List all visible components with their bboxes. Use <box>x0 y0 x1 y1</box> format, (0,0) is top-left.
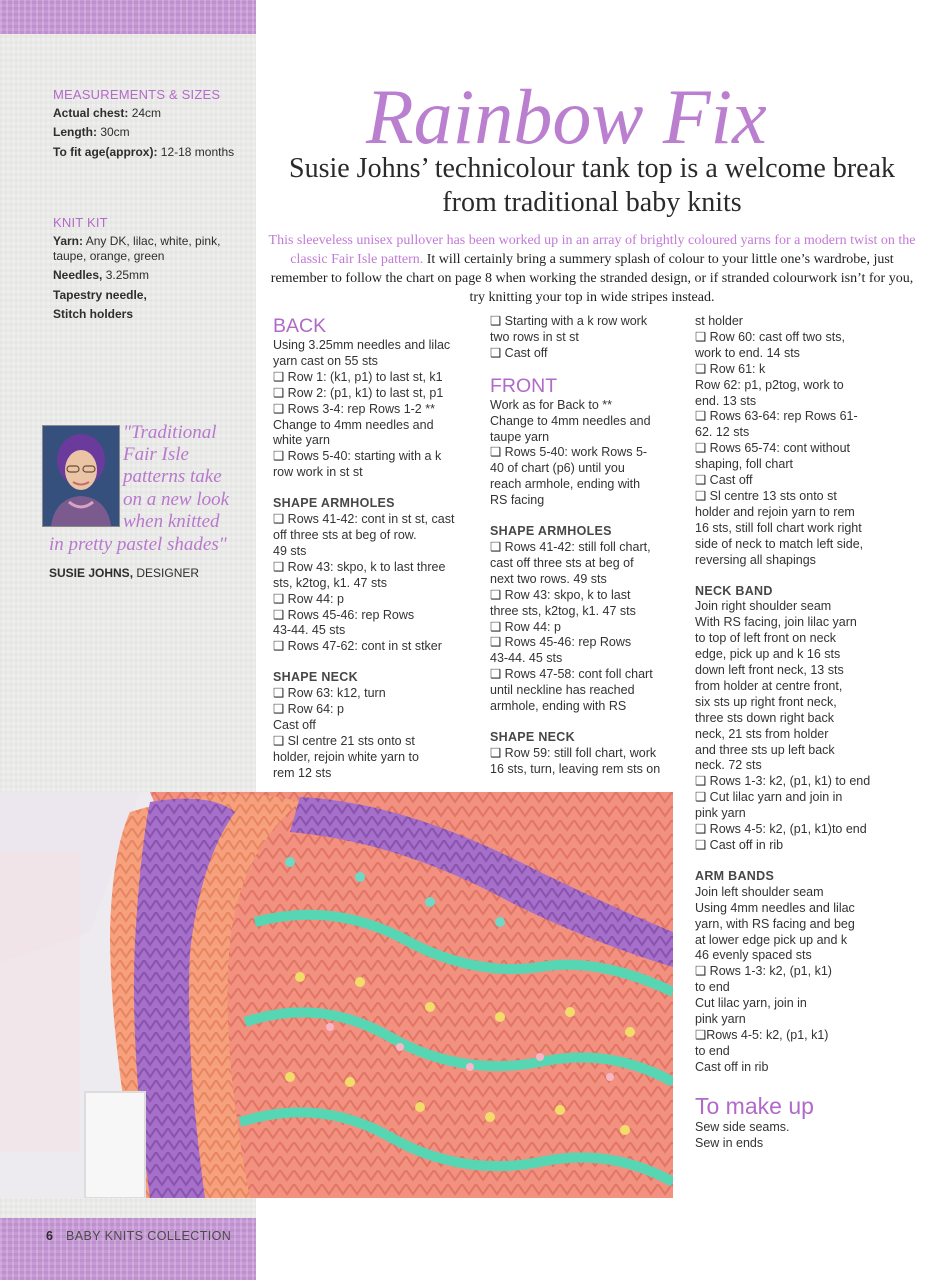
instruction-line: Join right shoulder seam <box>695 599 832 614</box>
instruction-line: ❑ Rows 41-42: still foll chart, <box>490 539 651 554</box>
quote-line-6: in pretty pastel shades" <box>49 534 227 555</box>
instruction-line: ❑ Rows 63-64: rep Rows 61- <box>695 409 858 424</box>
instruction-line: work to end. 14 sts <box>695 345 800 360</box>
instruction-line: ❑ Cast off <box>695 473 753 488</box>
instruction-line: ❑ Row 43: skpo, k to last three <box>273 559 446 574</box>
pattern-column-3 <box>695 314 905 1152</box>
neck-shaping-continued <box>695 314 905 569</box>
instruction-line: Change to 4mm needles and <box>490 413 651 428</box>
instruction-line: ❑ Row 59: still foll chart, work <box>490 745 657 760</box>
instruction-line: end. 13 sts <box>695 393 757 408</box>
instruction-line: RS facing <box>490 493 545 508</box>
instruction-line: three sts, k2tog, k1. 47 sts <box>490 603 636 618</box>
instruction-line: ❑ Sl centre 13 sts onto st <box>695 488 837 503</box>
instruction-line: six sts up right front neck, <box>695 694 837 709</box>
instruction-line: yarn cast on 55 sts <box>273 353 378 368</box>
instruction-line: reversing all shapings <box>695 552 816 567</box>
instruction-line: ❑ Rows 45-46: rep Rows <box>273 607 415 622</box>
instruction-line: ❑ Rows 3-4: rep Rows 1-2 ** <box>273 401 435 416</box>
instruction-line: 40 of chart (p6) until you <box>490 461 625 476</box>
pattern-column-1 <box>273 315 478 782</box>
instruction-line: to end <box>695 980 730 995</box>
instruction-line: ❑ Sl centre 21 sts onto st <box>273 733 415 748</box>
back-armholes-instructions <box>273 512 478 655</box>
front-neck-heading: SHAPE NECK <box>490 729 575 744</box>
pattern-column-2 <box>490 314 685 778</box>
intro-paragraph: This sleeveless unisex pullover has been worked up in an array of brightly coloured yarns for a modern twist on the classic Fair Isle pattern. It will certainly bring a summery splash of colour to your little one’s wardrobe, just remember to follow the chart on page 8 when working the stranded design, or if stranded colourwork isn’t for you, try knitting your top in wide stripes instead. <box>268 233 916 305</box>
instruction-line: to top of left front on neck <box>695 631 837 646</box>
shape-neck-heading: SHAPE NECK <box>273 670 358 685</box>
quote-line-1: "Traditional <box>123 422 217 443</box>
instruction-line: 43-44. 45 sts <box>273 623 346 638</box>
instruction-line: rem 12 sts <box>273 765 332 780</box>
instruction-line: ❑ Row 43: skpo, k to last <box>490 587 631 602</box>
neck-band-heading: NECK BAND <box>695 583 773 598</box>
instruction-line: 62. 12 sts <box>695 425 750 440</box>
instruction-line: Cut lilac yarn, join in <box>695 996 807 1011</box>
back-heading: BACK <box>273 315 327 337</box>
instruction-line: cast off three sts at beg of <box>490 555 634 570</box>
instruction-line: Join left shoulder seam <box>695 884 824 899</box>
stitch-holders: Stitch holders <box>53 307 134 321</box>
instruction-line: yarn, with RS facing and beg <box>695 916 855 931</box>
instruction-line: sts, k2tog, k1. 47 sts <box>273 575 387 590</box>
page-title: Rainbow Fix <box>366 73 767 160</box>
instruction-line: ❑ Rows 47-62: cont in st stker <box>273 639 442 654</box>
instruction-line: ❑Rows 4-5: k2, (p1, k1) <box>695 1027 829 1042</box>
instruction-line: pink yarn <box>695 1012 746 1027</box>
instruction-line: Cast off in rib <box>695 1059 769 1074</box>
instruction-line: ❑ Starting with a k row work <box>490 314 648 328</box>
instruction-line: ❑ Row 1: (k1, p1) to last st, k1 <box>273 369 443 384</box>
instruction-line: 46 evenly spaced sts <box>695 948 812 963</box>
instruction-line: ❑ Rows 5-40: work Rows 5- <box>490 445 648 460</box>
instruction-line: With RS facing, join lilac yarn <box>695 615 857 630</box>
instruction-line: Sew side seams. <box>695 1119 790 1134</box>
instruction-line: ❑ Row 2: (p1, k1) to last st, p1 <box>273 385 444 400</box>
instruction-line: two rows in st st <box>490 329 579 344</box>
chest-measurement: Actual chest: 24cm <box>53 106 162 120</box>
publication-name: BABY KNITS COLLECTION <box>66 1229 232 1243</box>
quote-line-4: on a new look <box>123 489 230 510</box>
instruction-line: ❑ Rows 65-74: cont without <box>695 441 851 456</box>
instruction-line: Row 62: p1, p2tog, work to <box>695 377 844 392</box>
page-number: 6 <box>46 1229 53 1243</box>
arm-bands-heading: ARM BANDS <box>695 868 775 883</box>
neck-band-instructions <box>695 599 905 854</box>
instruction-line: neck. 72 sts <box>695 758 762 773</box>
instruction-line: holder and rejoin yarn to rem <box>695 504 855 519</box>
instruction-line: at lower edge pick up and k <box>695 932 848 947</box>
length-measurement: Length: 30cm <box>53 125 130 139</box>
instruction-line: reach armhole, ending with <box>490 477 641 492</box>
instruction-line: ❑ Rows 1-3: k2, (p1, k1) <box>695 964 832 979</box>
instruction-line: pink yarn <box>695 806 746 821</box>
instruction-line: ❑ Cut lilac yarn and join in <box>695 790 843 805</box>
quote-line-3: patterns take <box>123 466 222 487</box>
bottom-color-band <box>0 1218 256 1280</box>
instruction-line: taupe yarn <box>490 429 550 444</box>
instruction-line: shaping, foll chart <box>695 457 793 472</box>
quote-line-5: when knitted <box>123 511 220 532</box>
measurements-heading: MEASUREMENTS & SIZES <box>53 87 221 102</box>
instruction-line: Cast off <box>273 717 316 732</box>
front-heading: FRONT <box>490 374 558 397</box>
instruction-line: 16 sts, turn, leaving rem sts on <box>490 761 661 776</box>
instruction-line: armhole, ending with RS <box>490 699 627 714</box>
knitted-tank-top-photo <box>0 792 673 1198</box>
instruction-line: from holder at centre front, <box>695 678 843 693</box>
instruction-line: ❑ Rows 5-40: starting with a k <box>273 449 442 464</box>
front-armholes-instructions <box>490 540 685 715</box>
instruction-line: ❑ Row 60: cast off two sts, <box>695 329 845 344</box>
instruction-line: to end <box>695 1043 730 1058</box>
instruction-line: neck, 21 sts from holder <box>695 726 829 741</box>
page-subtitle: Susie Johns’ technicolour tank top is a welcome break from traditional baby knits <box>289 153 895 218</box>
instruction-line: white yarn <box>273 433 330 448</box>
instruction-line: edge, pick up and k 16 sts <box>695 647 841 662</box>
designer-portrait <box>42 425 120 527</box>
instruction-line: 43-44. 45 sts <box>490 651 563 666</box>
instruction-line: row work in st st <box>273 465 363 480</box>
shape-armholes-heading: SHAPE ARMHOLES <box>273 496 395 511</box>
instruction-line: ❑ Row 61: k <box>695 361 766 376</box>
front-neck-instructions <box>490 746 685 778</box>
instruction-line: holder, rejoin white yarn to <box>273 749 419 764</box>
top-color-band <box>0 0 256 34</box>
instruction-line: ❑ Row 64: p <box>273 702 344 717</box>
instruction-line: ❑ Rows 1-3: k2, (p1, k1) to end <box>695 774 871 789</box>
instruction-line: and three sts up left back <box>695 742 835 757</box>
instruction-line: Change to 4mm needles and <box>273 417 434 432</box>
instruction-line: next two rows. 49 sts <box>490 571 607 586</box>
quote-line-2: Fair Isle <box>123 444 189 465</box>
instruction-line: down left front neck, 13 sts <box>695 663 844 678</box>
tank-top-illustration <box>0 792 673 1198</box>
instruction-line: 16 sts, still foll chart work right <box>695 520 862 535</box>
back-continued-instructions <box>490 314 685 362</box>
age-measurement: To fit age(approx): 12-18 months <box>53 145 235 159</box>
back-instructions <box>273 338 478 481</box>
instruction-line: ❑ Row 44: p <box>490 619 561 634</box>
tapestry-needle: Tapestry needle, <box>53 288 147 302</box>
instruction-line: side of neck to match left side, <box>695 536 864 551</box>
knit-kit-heading: KNIT KIT <box>53 215 108 230</box>
instruction-line: ❑ Rows 4-5: k2, (p1, k1)to end <box>695 822 867 837</box>
instruction-line: three sts down right back <box>695 710 834 725</box>
instruction-line: Sew in ends <box>695 1135 764 1150</box>
instruction-line: ❑ Row 63: k12, turn <box>273 686 386 701</box>
designer-credit: SUSIE JOHNS, DESIGNER <box>49 566 200 580</box>
instruction-line: st holder <box>695 314 743 328</box>
instruction-line: ❑ Rows 47-58: cont foll chart <box>490 667 653 682</box>
designer-photo-illustration <box>43 426 119 526</box>
instruction-line: ❑ Row 44: p <box>273 591 344 606</box>
arm-bands-instructions <box>695 885 905 1076</box>
make-up-instructions <box>695 1120 905 1152</box>
instruction-line: Using 4mm needles and lilac <box>695 900 855 915</box>
instruction-line: ❑ Rows 41-42: cont in st st, cast <box>273 512 455 527</box>
to-make-up-heading: To make up <box>695 1092 814 1119</box>
needles-spec: Needles, 3.25mm <box>53 268 150 282</box>
instruction-line: ❑ Cast off in rib <box>695 838 784 852</box>
instruction-line: Using 3.25mm needles and lilac <box>273 338 451 352</box>
instruction-line: 49 sts <box>273 543 307 558</box>
instruction-line: ❑ Cast off <box>490 345 548 360</box>
instruction-line: Work as for Back to ** <box>490 397 613 412</box>
front-armholes-heading: SHAPE ARMHOLES <box>490 524 612 539</box>
front-instructions <box>490 398 685 509</box>
yarn-spec: Yarn: Any DK, lilac, white, pink, taupe, orange, green <box>53 234 221 263</box>
instruction-line: ❑ Rows 45-46: rep Rows <box>490 635 632 650</box>
instruction-line: until neckline has reached <box>490 683 635 698</box>
back-neck-instructions <box>273 686 478 781</box>
instruction-line: off three sts at beg of row. <box>273 527 417 542</box>
